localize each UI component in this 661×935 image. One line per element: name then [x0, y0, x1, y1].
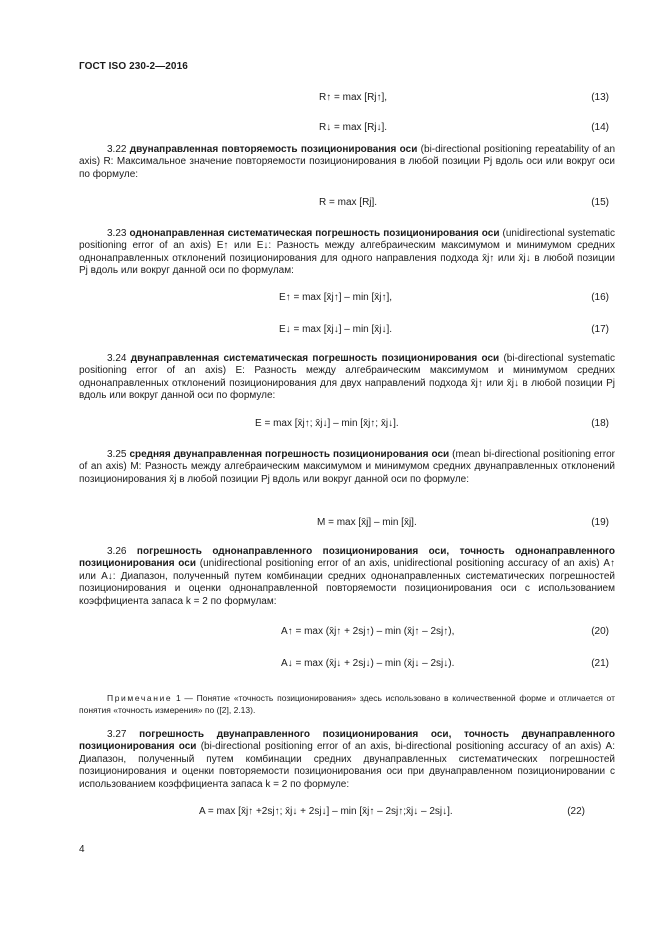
note-1-label: Примечание	[107, 693, 173, 703]
formula-21-number: (21)	[591, 658, 609, 669]
section-3-26-text: (unidirectional positioning error of an axis, unidirectional positioning accuracy of an axis) A↑ или A↓: Диапазон, полученный путем комбинации средних однонаправленных систематических погрешностей позиционирования и оценки однонаправленной повторяемости позиционирования оси с использованием коэффициента запаса k = 2 по формулам:	[79, 558, 616, 607]
section-3-24	[79, 353, 615, 403]
section-3-27-number: 3.27	[107, 729, 127, 740]
section-3-26	[79, 546, 615, 608]
formula-18	[79, 418, 609, 432]
formula-17-number: (17)	[591, 324, 609, 335]
formula-19-number: (19)	[591, 517, 609, 528]
formula-22	[79, 806, 609, 820]
formula-13	[79, 92, 609, 106]
formula-18-expression: E = max [x̄j↑; x̄j↓] – min [x̄j↑; x̄j↓].	[255, 418, 399, 429]
formula-19-expression: M = max [x̄j] – min [x̄j].	[317, 517, 417, 528]
section-3-22-text: (bi-directional positioning repeatability of an axis) R: Максимальное значение повторяемости позиционирования в любой позиции Pj вдоль оси или вокруг оси по формуле:	[79, 144, 616, 180]
formula-19	[79, 517, 609, 531]
section-3-22-number: 3.22	[107, 144, 127, 155]
formula-16-expression: E↑ = max [x̄j↑] – min [x̄j↑],	[279, 292, 393, 303]
formula-20-number: (20)	[591, 626, 609, 637]
page-number: 4	[79, 844, 85, 855]
section-3-27-term: погрешность двунаправленного позиционирования оси, точность двунаправленного позиционирования оси	[79, 729, 615, 753]
section-3-24-number: 3.24	[107, 353, 127, 364]
section-3-24-term: двунаправленная систематическая погрешность позиционирования оси	[130, 353, 500, 364]
formula-13-number: (13)	[591, 92, 609, 103]
note-1	[79, 693, 615, 716]
document-header: ГОСТ ISO 230-2—2016	[79, 61, 188, 72]
formula-15-number: (15)	[591, 197, 609, 208]
section-3-26-number: 3.26	[107, 546, 127, 557]
formula-13-expression: R↑ = max [Rj↑],	[319, 92, 388, 103]
formula-15-expression: R = max [Rj].	[319, 197, 378, 208]
formula-16-number: (16)	[591, 292, 609, 303]
formula-20-expression: A↑ = max (x̄j↑ + 2sj↑) – min (x̄j↑ – 2sj↑),	[281, 626, 455, 637]
formula-14-expression: R↓ = max [Rj↓].	[319, 122, 388, 133]
section-3-27	[79, 729, 615, 791]
formula-16	[79, 292, 609, 306]
formula-22-expression: A = max [x̄j↑ +2sj↑; x̄j↓ + 2sj↓] – min [x̄j↑ – 2sj↑;x̄j↓ – 2sj↓].	[199, 806, 453, 817]
section-3-23-term: однонаправленная систематическая погрешность позиционирования оси	[129, 228, 500, 239]
section-3-27-text: (bi-directional positioning error of an axis, bi-directional positioning accuracy of an axis) A: Диапазон, полученный путем комбинации средних двунаправленных систематических погрешностей позиционирования и оценки повторяемости позиционирования оси при двунаправленном позиционировании с использованием коэффициента запаса k = 2 по формуле:	[79, 741, 615, 790]
formula-21	[79, 658, 609, 672]
section-3-25-text: (mean bi-directional positioning error of an axis) M: Разность между алгебраическим максимумом и минимумом средних двунаправленных отклонений позиционирования x̄j в любой позиции Pj вдоль или вокруг данной оси по формуле:	[79, 449, 615, 485]
section-3-24-text: (bi-directional systematic positioning error of an axis) E: Разность между алгебраическим максимумом и минимумом средних однонаправленных отклонений позиционирования для двух направлений подхода x̄j↑ или x̄j↓ в любой позиции Pj вдоль или вокруг данной оси по формуле:	[79, 353, 615, 402]
section-3-23-number: 3.23	[107, 228, 127, 239]
section-3-26-term: погрешность однонаправленного позиционирования оси, точность однонаправленного позиционирования оси	[79, 546, 615, 570]
formula-21-expression: A↓ = max (x̄j↓ + 2sj↓) – min (x̄j↓ – 2sj↓).	[281, 658, 455, 669]
formula-18-number: (18)	[591, 418, 609, 429]
section-3-22	[79, 144, 615, 181]
section-3-25	[79, 449, 615, 486]
section-3-25-term: средняя двунаправленная погрешность позиционирования оси	[129, 449, 450, 460]
formula-20	[79, 626, 609, 640]
section-3-22-term: двунаправленная повторяемость позиционирования оси	[129, 144, 418, 155]
formula-22-number: (22)	[567, 806, 585, 817]
note-1-text: 1 — Понятие «точность позиционирования» здесь использовано в количественной форме и отличается от понятия «точность измерения» по ([2], 2.13).	[79, 693, 615, 715]
formula-17	[79, 324, 609, 338]
formula-15	[79, 197, 609, 211]
section-3-23-text: (unidirectional systematic positioning error of an axis) E↑ или E↓: Разность между алгебраическим максимумом и минимумом средних однонаправленных отклонений позиционирования для одного направления подхода x̄j↑ или x̄j↓ в любой позиции Pj вдоль или вокруг данной оси по формулам:	[79, 228, 616, 277]
section-3-25-number: 3.25	[107, 449, 127, 460]
section-3-23	[79, 228, 615, 278]
formula-14	[79, 122, 609, 136]
formula-14-number: (14)	[591, 122, 609, 133]
formula-17-expression: E↓ = max [x̄j↓] – min [x̄j↓].	[279, 324, 393, 335]
